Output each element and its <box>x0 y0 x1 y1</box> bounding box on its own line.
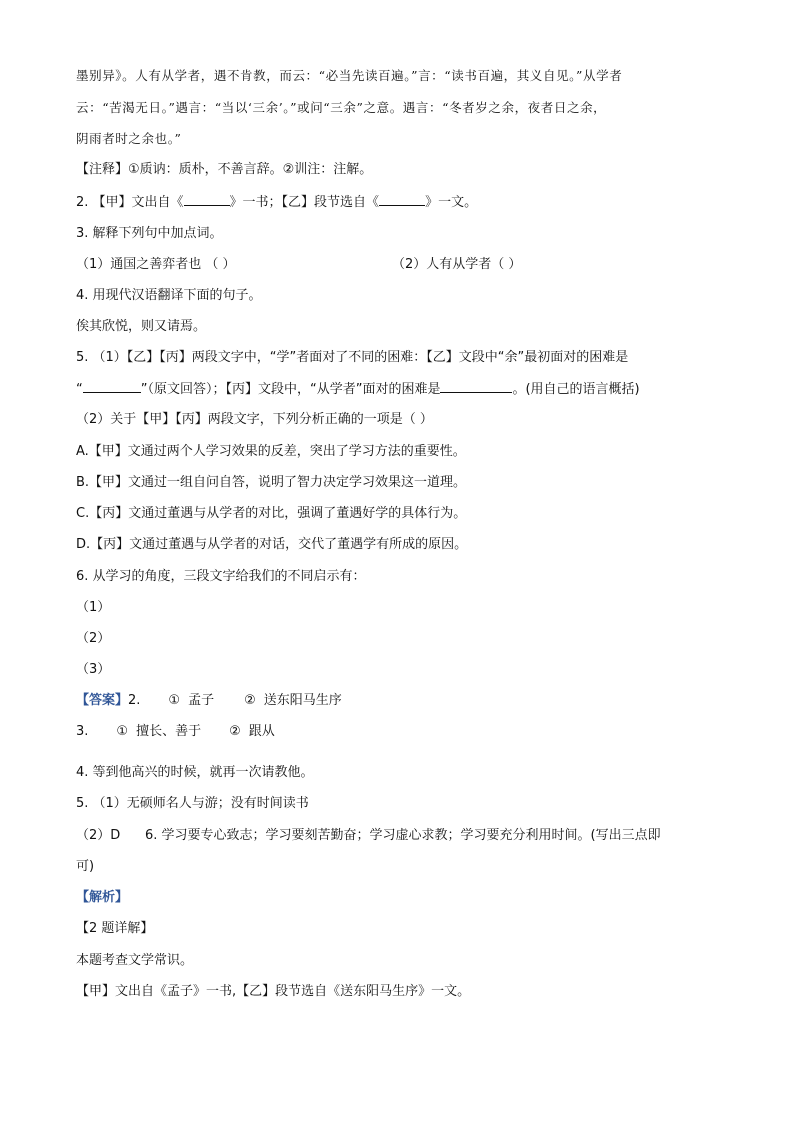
question-5-option-b: B.【甲】文通过一组自问自答，说明了智力决定学习效果这一道理。 <box>76 475 467 490</box>
question-5-part-1b <box>76 379 640 400</box>
answer-6-continued: 可) <box>76 859 95 874</box>
q5-text-mid: ”（原文回答）；【丙】文段中，“从学者”面对的困难是 <box>140 382 441 397</box>
q5-blank-1[interactable] <box>83 379 141 393</box>
analysis-paragraph-2: 【甲】文出自《孟子》一书,【乙】段节选自《送东阳马生序》一文。 <box>76 984 471 999</box>
q2-blank-2[interactable] <box>379 192 425 206</box>
question-3-item-1: （1）通国之善弈者也 （ ） <box>76 257 236 272</box>
answer-2-text-1: 孟子 <box>188 693 215 708</box>
question-3-item-2: （2）人有从学者（ ） <box>392 257 522 272</box>
question-5-option-c: C.【丙】文通过董遇与从学者的对比，强调了董遇好学的具体行为。 <box>76 506 467 521</box>
q2-text-b: 》一书；【乙】段节选自《 <box>229 195 380 210</box>
analysis-label: 【解析】 <box>76 890 129 905</box>
answer-2 <box>76 691 342 711</box>
passage-line-2: 云：“苦渴无日。”遇言：“当以‘三余’。”或问“三余”之意。遇言：“冬者岁之余，夜者日之余， <box>76 100 607 115</box>
answer-3-text-2: 跟从 <box>248 724 275 739</box>
answer-4: 4. 等到他高兴的时候，就再一次请教他。 <box>76 765 314 780</box>
q5-blank-2[interactable] <box>440 379 512 393</box>
answer-2-marker-1: ① <box>168 693 181 708</box>
q2-text-c: 》一文。 <box>425 195 478 210</box>
answer-5-part-1: 5. （1）无硕师名人与游；没有时间读书 <box>76 796 309 811</box>
answer-3-number: 3. <box>76 724 89 739</box>
question-6-title: 6. 从学习的角度，三段文字给我们的不同启示有： <box>76 569 366 584</box>
answer-label: 【答案】 <box>76 693 129 708</box>
q2-text-a: 2. 【甲】文出自《 <box>76 195 184 210</box>
answer-3-marker-1: ① <box>116 724 129 739</box>
analysis-subheading: 【2 题详解】 <box>76 921 154 936</box>
analysis-paragraph-1: 本题考查文学常识。 <box>76 953 194 968</box>
answer-3 <box>76 722 275 742</box>
q5-open-quote: “ <box>76 382 83 397</box>
answer-5-part-2: （2）D <box>76 828 121 843</box>
question-5-part-2: （2）关于【甲】【丙】两段文字，下列分析正确的一项是（ ） <box>76 412 433 427</box>
answer-3-marker-2: ② <box>229 724 241 739</box>
answer-2-number: 2. <box>128 693 141 708</box>
question-5-option-a: A.【甲】文通过两个人学习效果的反差，突出了学习方法的重要性。 <box>76 444 466 459</box>
question-5-part-1a: 5. （1）【乙】【丙】两段文字中，“学”者面对了不同的困难：【乙】文段中“余”最初面对的困难是 <box>76 350 629 365</box>
answer-2-marker-2: ② <box>244 693 256 708</box>
q2-blank-1[interactable] <box>184 192 230 206</box>
passage-line-1: 墨别异》。人有从学者，遇不肯教，而云：“必当先读百遍。”言：“读书百遍，其义自见。”从学者 <box>76 68 623 83</box>
answer-3-text-1: 擅长、善于 <box>136 724 202 739</box>
passage-line-3: 阴雨者时之余也。” <box>76 131 182 146</box>
answer-6: 6. 学习要专心致志；学习要刻苦勤奋；学习虚心求教；学习要充分利用时间。(写出三点即 <box>145 828 661 843</box>
annotation-note: 【注释】①质讷：质朴，不善言辞。②训注：注解。 <box>76 162 373 177</box>
question-5-option-d: D.【丙】文通过董遇与从学者的对话，交代了董遇学有所成的原因。 <box>76 537 468 552</box>
answer-2-text-2: 送东阳马生序 <box>263 693 342 708</box>
question-6-item-3: （3） <box>76 662 111 677</box>
q5-text-end: 。(用自己的语言概括) <box>512 382 640 397</box>
question-3-title: 3. 解释下列句中加点词。 <box>76 226 223 241</box>
question-2 <box>76 192 477 213</box>
question-6-item-2: （2） <box>76 631 111 646</box>
question-4-title: 4. 用现代汉语翻译下面的句子。 <box>76 288 262 303</box>
question-6-item-1: （1） <box>76 600 111 615</box>
question-4-sentence: 俟其欣悦，则又请焉。 <box>76 319 207 334</box>
